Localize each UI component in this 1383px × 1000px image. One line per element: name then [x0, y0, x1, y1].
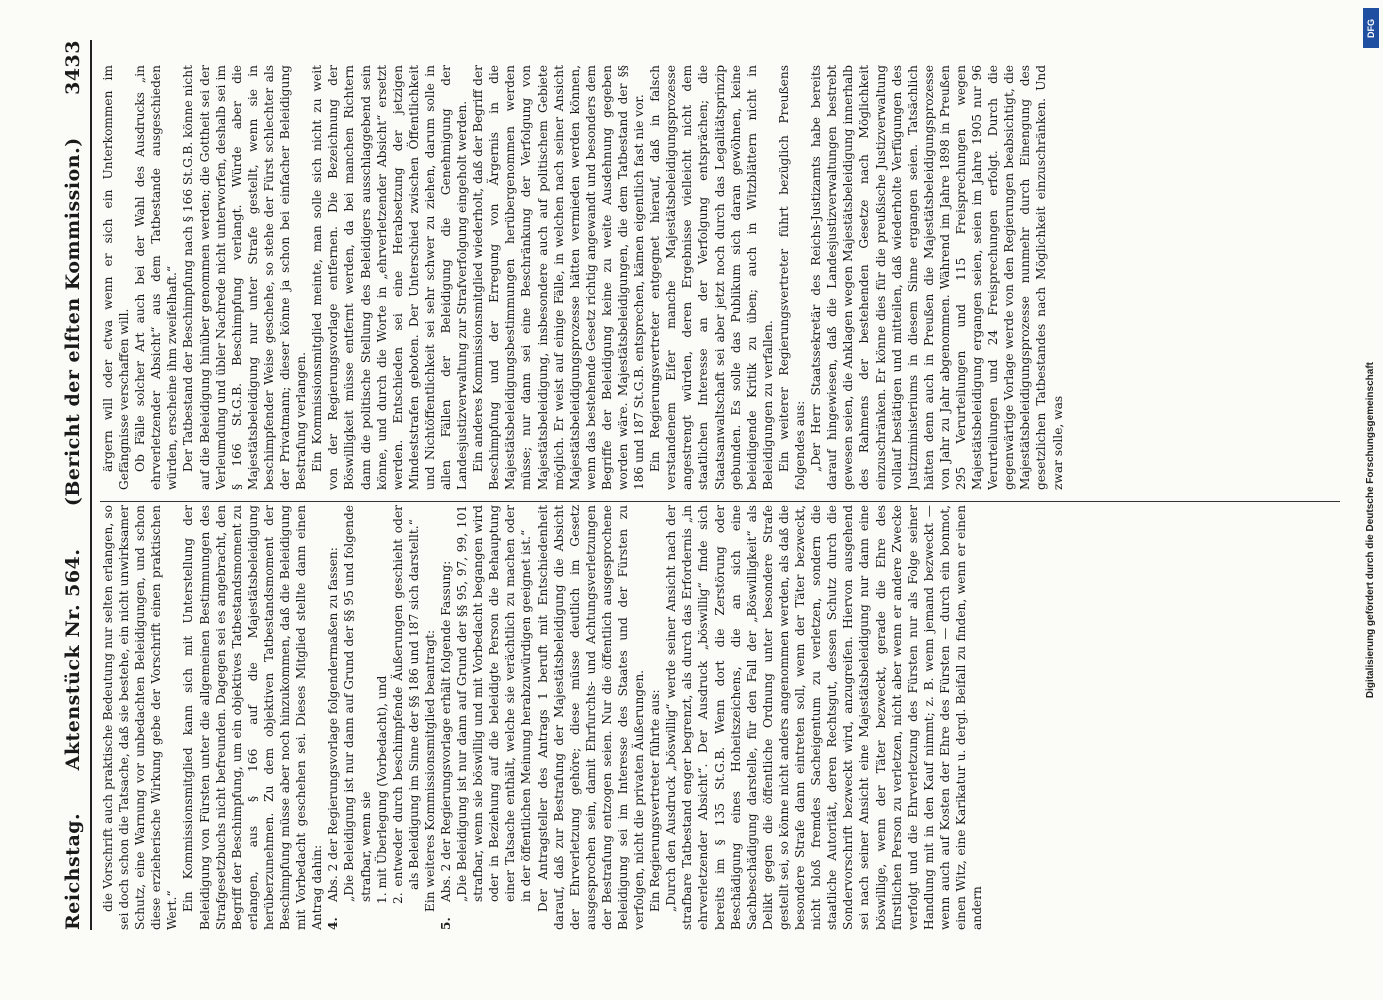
paragraph: Ein Regierungsvertreter entgegnet hierauf, daß in falsch verstandenem Eifer manche Majestätsbeleidigungsprozesse angestrengt würden, deren Ergebnisse vielleicht nicht dem staatlichen Interesse an der Verfolgung entsprächen; die Staatsanwaltschaft sei aber jetzt noch durch das Legalitätsprinzip gebunden. Es solle das Publikum sich daran gewöhnen, keine beleidigende Kritik zu üben; auch in Witzblättern nicht in Beleidigungen zu verfallen.	[648, 65, 775, 490]
side-note-text: Digitalisierung gefördert durch die Deutsche Forschungsgemeinschaft	[1364, 361, 1376, 699]
paragraph: „Durch den Ausdruck „böswillig“ werde seiner Ansicht nach der strafbare Tatbestand enger begrenzt, als durch das Erfordernis „in ehrverletzender Absicht“. Der Ausdruck „böswillig“ finde sich bereits im § 135 St.G.B. Wenn dort die Zerstörung oder Beschädigung eines Hoheitszeichens, die an sich eine Sachbeschädigung darstelle, für den Fall der „Böswilligkeit“ als Delikt gegen die öffentliche Ordnung unter besondere Strafe gestellt sei, so könne nicht anders angenommen werden, als daß die besondere Strafe dann eintreten soll, wenn der Täter bezweckt, nicht bloß fremdes Sacheigentum zu verletzen, sondern die staatliche Autorität, deren Rechtsgut, dessen Schutz durch die Sondervorschrift bezweckt wird, anzugreifen. Hiervon ausgehend sei nach seiner Ansicht eine Majestätsbeleidigung nur dann eine böswillige, wenn der Täter bezweckt, gerade die Ehre des fürstlichen Person zu verletzen, nicht aber wenn er andere Zwecke verfolgt und die Ehrverletzung des Fürsten nur als Folge seiner Handlung mit in den Kauf nimmt; z. B. wenn jemand bezweckt — wenn auch auf Kosten der Ehre des Fürsten — durch ein bonmot, einen Witz, eine Karikatur u. dergl. Beifall zu finden, wenn er einen andern	[664, 505, 985, 930]
paragraph: die Vorschrift auch praktische Bedeutung nur selten erlangen, so sei doch schon die Tatsache, daß sie bestehe, ein nicht unwirksamer Schutz, eine Warnung vor unbedachten Beleidigungen, und schon diese erzieherische Wirkung gebe der Vorschrift einen praktischen Wert.“	[101, 505, 180, 930]
numbered-motion	[325, 505, 341, 930]
paragraph: Ob Fälle solcher Art auch bei der Wahl des Ausdrucks „in ehrverletzender Absicht“ aus dem Tatbestande ausgeschieden würden, erscheine ihm zweifelhaft.“	[133, 65, 180, 490]
page-header	[40, 40, 92, 930]
column-divider	[100, 501, 1340, 502]
motion-number: 4.	[326, 917, 341, 930]
paragraph: „Der Herr Staatssekretär des Reichs-Justizamts habe bereits darauf hingewiesen, daß die Landesjustizverwaltungen bestrebt gewesen seien, die Anklagen wegen Majestätsbeleidigung innerhalb des Rahmens der bestehenden Gesetze nach Möglichkeit einzuschränken. Er könne dies für die preußische Justizverwaltung vollauf bestätigen und mitteilen, daß wiederholte Verfügungen des Justizministeriums in diesem Sinne ergangen seien. Tatsächlich hätten denn auch in Preußen die Majestätsbeleidigungsprozesse von Jahr zu Jahr abgenommen. Während im Jahre 1898 in Preußen 295 Verurteilungen und 115 Freisprechungen wegen Majestätsbeleidigung ergangen seien, seien im Jahre 1905 nur 96 Verurteilungen und 24 Freisprechungen erfolgt. Durch die gegenwärtige Vorlage werde von den Regierungen beabsichtigt, die Majestätsbeleidigungsprozesse nunmehr durch Einengung des gesetzlichen Tatbestandes nach Möglichkeit einzuschränken. Und zwar solle, was	[809, 65, 1065, 490]
sub-item: 2. entweder durch beschimpfende Äußerungen geschieht oder als Beleidigung im Sinne der §§ 186 und 187 sich darstellt.“	[390, 505, 421, 904]
paragraph: Ein Kommissionsmitglied meinte, man solle sich nicht zu weit von der Regierungsvorlage entfernen. Die Bezeichnung der Böswilligkeit müsse entfernt werden, da bei manchen Richtern dann die politische Stellung des Beleidigers ausschlaggebend sein könne, und durch die Worte in „ehrverletzender Absicht“ ersetzt werden. Entschieden sei eine Herabsetzung der jetzigen Mindeststrafen geboten. Der Unterschied zwischen Öffentlichkeit und Nichtöffentlichkeit sei sehr schwer zu ziehen, darum solle in allen Fällen der Beleidigung die Genehmigung der Landesjustizverwaltung zur Strafverfolgung eingeholt werden.	[310, 65, 470, 490]
motion-text: Abs. 2 der Regierungsvorlage folgendermaßen zu fassen:	[326, 547, 341, 902]
sub-item: 1. mit Überlegung (Vorbedacht), und	[374, 675, 389, 904]
paragraph: Ein anderes Kommissionsmitglied wiederholt, daß der Begriff der Beschimpfung und der Erregung von Ärgernis in die Majestätsbeleidigungsbestimmungen herübergenommen werden müsse; nur dann sei eine Beschränkung der Verfolgung von Majestätsbeleidigung, insbesondere auch auf politischem Gebiete möglich. Er weist auf einige Fälle, in welchen nach seiner Ansicht Majestätsbeleidigungsprozesse hätten vermieden werden können, wenn das bestehende Gesetz richtig angewandt und besonders dem Begriffe der Beleidigung keine zu weite Ausdehnung gegeben worden wäre. Majestätsbeleidigungen, die dem Tatbestand der §§ 186 und 187 St.G.B. entsprechen, kämen eigentlich fast nie vor.	[471, 65, 647, 490]
numbered-motion	[438, 505, 454, 930]
side-note	[1363, 80, 1377, 980]
quoted-text: „Die Beleidigung ist nur dann auf Grund der §§ 95 und folgende strafbar, wenn sie	[342, 505, 373, 902]
paragraph: Ein weiterer Regierungsvertreter führt bezüglich Preußens folgendes aus:	[776, 65, 808, 490]
right-column	[100, 65, 1350, 490]
paragraph: Der Antragsteller des Antrags 1 beruft mit Entschiedenheit darauf, daß zur Bestrafung der Majestätsbeleidigung die Absicht der Ehrverletzung gehöre; diese müsse deutlich im Gesetz ausgesprochen sein, damit Ehrfurchts- und Achtungsverletzungen der Bestrafung entzogen seien. Nur die öffentlich ausgesprochene Beleidigung sei im Interesse des Staates und der Fürsten zu verfolgen, nicht die privaten Äußerungen.	[535, 505, 647, 930]
paragraph: Ein Regierungsvertreter führte aus:	[648, 689, 663, 912]
quoted-text: „Die Beleidigung ist nur dann auf Grund der §§ 95, 97, 99, 101 strafbar, wenn sie böswillig und mit Vorbedacht begangen wird oder in Beziehung auf die beleidigte Person die Behauptung einer Tatsache enthält, welche sie verächtlich zu machen oder in der öffentlichen Meinung herabzuwürdigen geeignet ist.“	[455, 505, 534, 902]
header-document-number: Aktenstück Nr. 564.	[62, 548, 84, 771]
page-number: 3433	[62, 40, 84, 95]
header-left: Reichstag.	[62, 812, 84, 930]
motion-text: Abs. 2 der Regierungsvorlage erhält folgende Fassung:	[438, 560, 453, 902]
dfg-logo	[1363, 8, 1379, 48]
paragraph: Ein weiteres Kommissionsmitglied beantragt:	[422, 629, 437, 912]
paragraph: Ein Kommissionsmitglied kann sich mit Unterstellung der Beleidigung von Fürsten unter die allgemeinen Bestimmungen des Strafgesetzbuchs nicht befreunden. Dagegen sei es angebracht, den Begriff der Beschimpfung, um ein objektives Tatbestandsmoment zu erlangen, aus § 166 auf die Majestätsbeleidigung herüberzunehmen. Zu dem objektiven Tatbestandsmoment der Beschimpfung müsse aber noch hinzukommen, daß die Beleidigung mit Vorbedacht geschehen sei. Dieses Mitglied stellte dann einen Antrag dahin:	[181, 505, 325, 930]
paragraph: Der Tatbestand der Beschimpfung nach § 166 St.G.B. könne nicht auf die Beleidigung hinüber genommen werden; die Gottheit sei der Verleumdung und übler Nachrede nicht unterworfen, deshalb sei im § 166 St.G.B. Beschimpfung verlangt. Würde aber die Majestätsbeleidigung nur unter Strafe gestellt, wenn sie in beschimpfender Weise geschehe, so stehe der Fürst schlechter als der Privatmann; dieser könne ja schon bei einfacher Beleidigung Bestrafung verlangen.	[181, 65, 309, 490]
header-section-title: (Bericht der elften Kommission.)	[62, 137, 84, 507]
dfg-logo-text: DFG	[1366, 18, 1376, 38]
paragraph: ärgern will oder etwa wenn er sich ein Unterkommen im Gefängnisse verschaffen will.	[101, 65, 132, 490]
left-column	[100, 505, 1350, 930]
motion-number: 5.	[438, 917, 453, 930]
